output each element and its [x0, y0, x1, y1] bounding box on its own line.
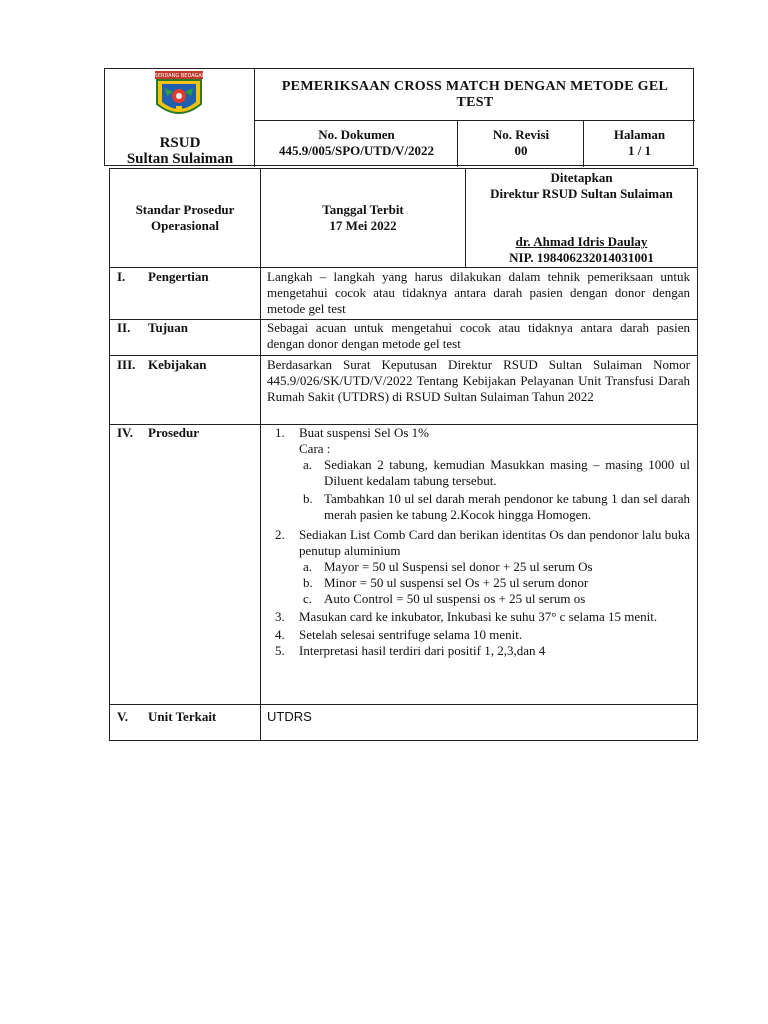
procedure-step-1a: a. Sediakan 2 tabung, kemudian Masukkan masing – masing 1000 ul Diluent kedalam tabung tersebut.	[303, 457, 690, 488]
title-cell	[255, 69, 695, 121]
section-pengertian-label: I. Pengertian	[117, 269, 209, 284]
procedure-step-2: 2. Sediakan List Comb Card dan berikan identitas Os dan pendonor lalu buka penutup aluminium	[275, 527, 690, 558]
approval-label: Ditetapkan	[550, 170, 613, 185]
procedure-step-1b: b. Tambahkan 10 ul sel darah merah pendonor ke tabung 1 dan sel darah merah pasien ke tabung 2.Kocok hingga Homogen.	[303, 491, 690, 522]
revision-label: No. Revisi	[492, 127, 550, 142]
section-unit-text: UTDRS	[267, 709, 312, 724]
procedure-list	[267, 425, 690, 659]
section-prosedur-label: IV. Prosedur	[117, 425, 200, 440]
sop-type-cell	[110, 202, 260, 234]
page-value: 1 / 1	[627, 143, 652, 158]
procedure-step-1-method: Cara :	[299, 441, 331, 456]
hospital-logo-emblem	[151, 70, 207, 122]
sop-table	[109, 168, 698, 741]
procedure-step-4: 4. Setelah selesai sentrifuge selama 10 menit.	[275, 627, 523, 642]
issue-date-value: 17 Mei 2022	[329, 218, 397, 233]
org-name-line2: Sultan Sulaiman	[126, 151, 234, 167]
procedure-step-2a: a. Mayor = 50 ul Suspensi sel donor + 25 ul serum Os	[303, 559, 593, 574]
logo-banner-text: SERDANG BEDAGAI	[154, 73, 204, 80]
issue-date-label: Tanggal Terbit	[322, 202, 404, 217]
document-title: PEMERIKSAAN CROSS MATCH DENGAN METODE GEL TEST	[281, 79, 669, 110]
section-tujuan-label: II. Tujuan	[117, 320, 188, 335]
signer-name: dr. Ahmad Idris Daulay	[515, 234, 648, 249]
doc-number-value: 445.9/005/SPO/UTD/V/2022	[279, 143, 434, 158]
issue-date-cell	[261, 202, 465, 234]
section-tujuan-text: Sebagai acuan untuk mengetahui cocok atau tidaknya antara darah pasien dengan donor dengan metode gel test	[267, 320, 690, 351]
section-unit-label: V. Unit Terkait	[117, 709, 217, 724]
org-name-line1: RSUD	[159, 135, 201, 151]
procedure-step-2c: c. Auto Control = 50 ul suspensi os + 25 ul serum os	[303, 591, 586, 606]
section-kebijakan-label: III. Kebijakan	[117, 357, 207, 372]
signer-nip: NIP. 198406232014031001	[509, 250, 654, 265]
doc-number-label: No. Dokumen	[318, 127, 395, 142]
revision-cell	[458, 121, 584, 167]
approval-authority: Direktur RSUD Sultan Sulaiman	[490, 186, 673, 201]
section-pengertian-text: Langkah – langkah yang harus dilakukan dalam tehnik pemeriksaan untuk mengetahui cocok atau tidaknya antara darah pasien dengan donor dengan metode gel test	[267, 269, 690, 316]
sop-type-line2: Operasional	[151, 218, 219, 233]
page-label: Halaman	[613, 127, 666, 142]
revision-value: 00	[514, 143, 528, 158]
logo-cell	[105, 69, 255, 167]
procedure-step-3: 3. Masukan card ke inkubator, Inkubasi ke suhu 37° c selama 15 menit.	[275, 609, 658, 624]
procedure-step-5: 5. Interpretasi hasil terdiri dari positif 1, 2,3,dan 4	[275, 643, 546, 658]
section-kebijakan-text: Berdasarkan Surat Keputusan Direktur RSUD Sultan Sulaiman Nomor 445.9/026/SK/UTD/V/2022 Tentang Kebijakan Pelayanan Unit Transfusi Darah Rumah Sakit (UTDRS) di RSUD Sultan Sulaiman Tahun 2022	[267, 357, 690, 404]
page-cell	[584, 121, 695, 167]
procedure-step-1: 1. Buat suspensi Sel Os 1%	[275, 425, 429, 440]
document-header	[104, 68, 694, 166]
sop-type-line1: Standar Prosedur	[135, 202, 235, 217]
procedure-step-2b: b. Minor = 50 ul suspensi sel Os + 25 ul serum donor	[303, 575, 589, 590]
doc-number-cell	[255, 121, 458, 167]
approval-cell	[466, 170, 697, 266]
